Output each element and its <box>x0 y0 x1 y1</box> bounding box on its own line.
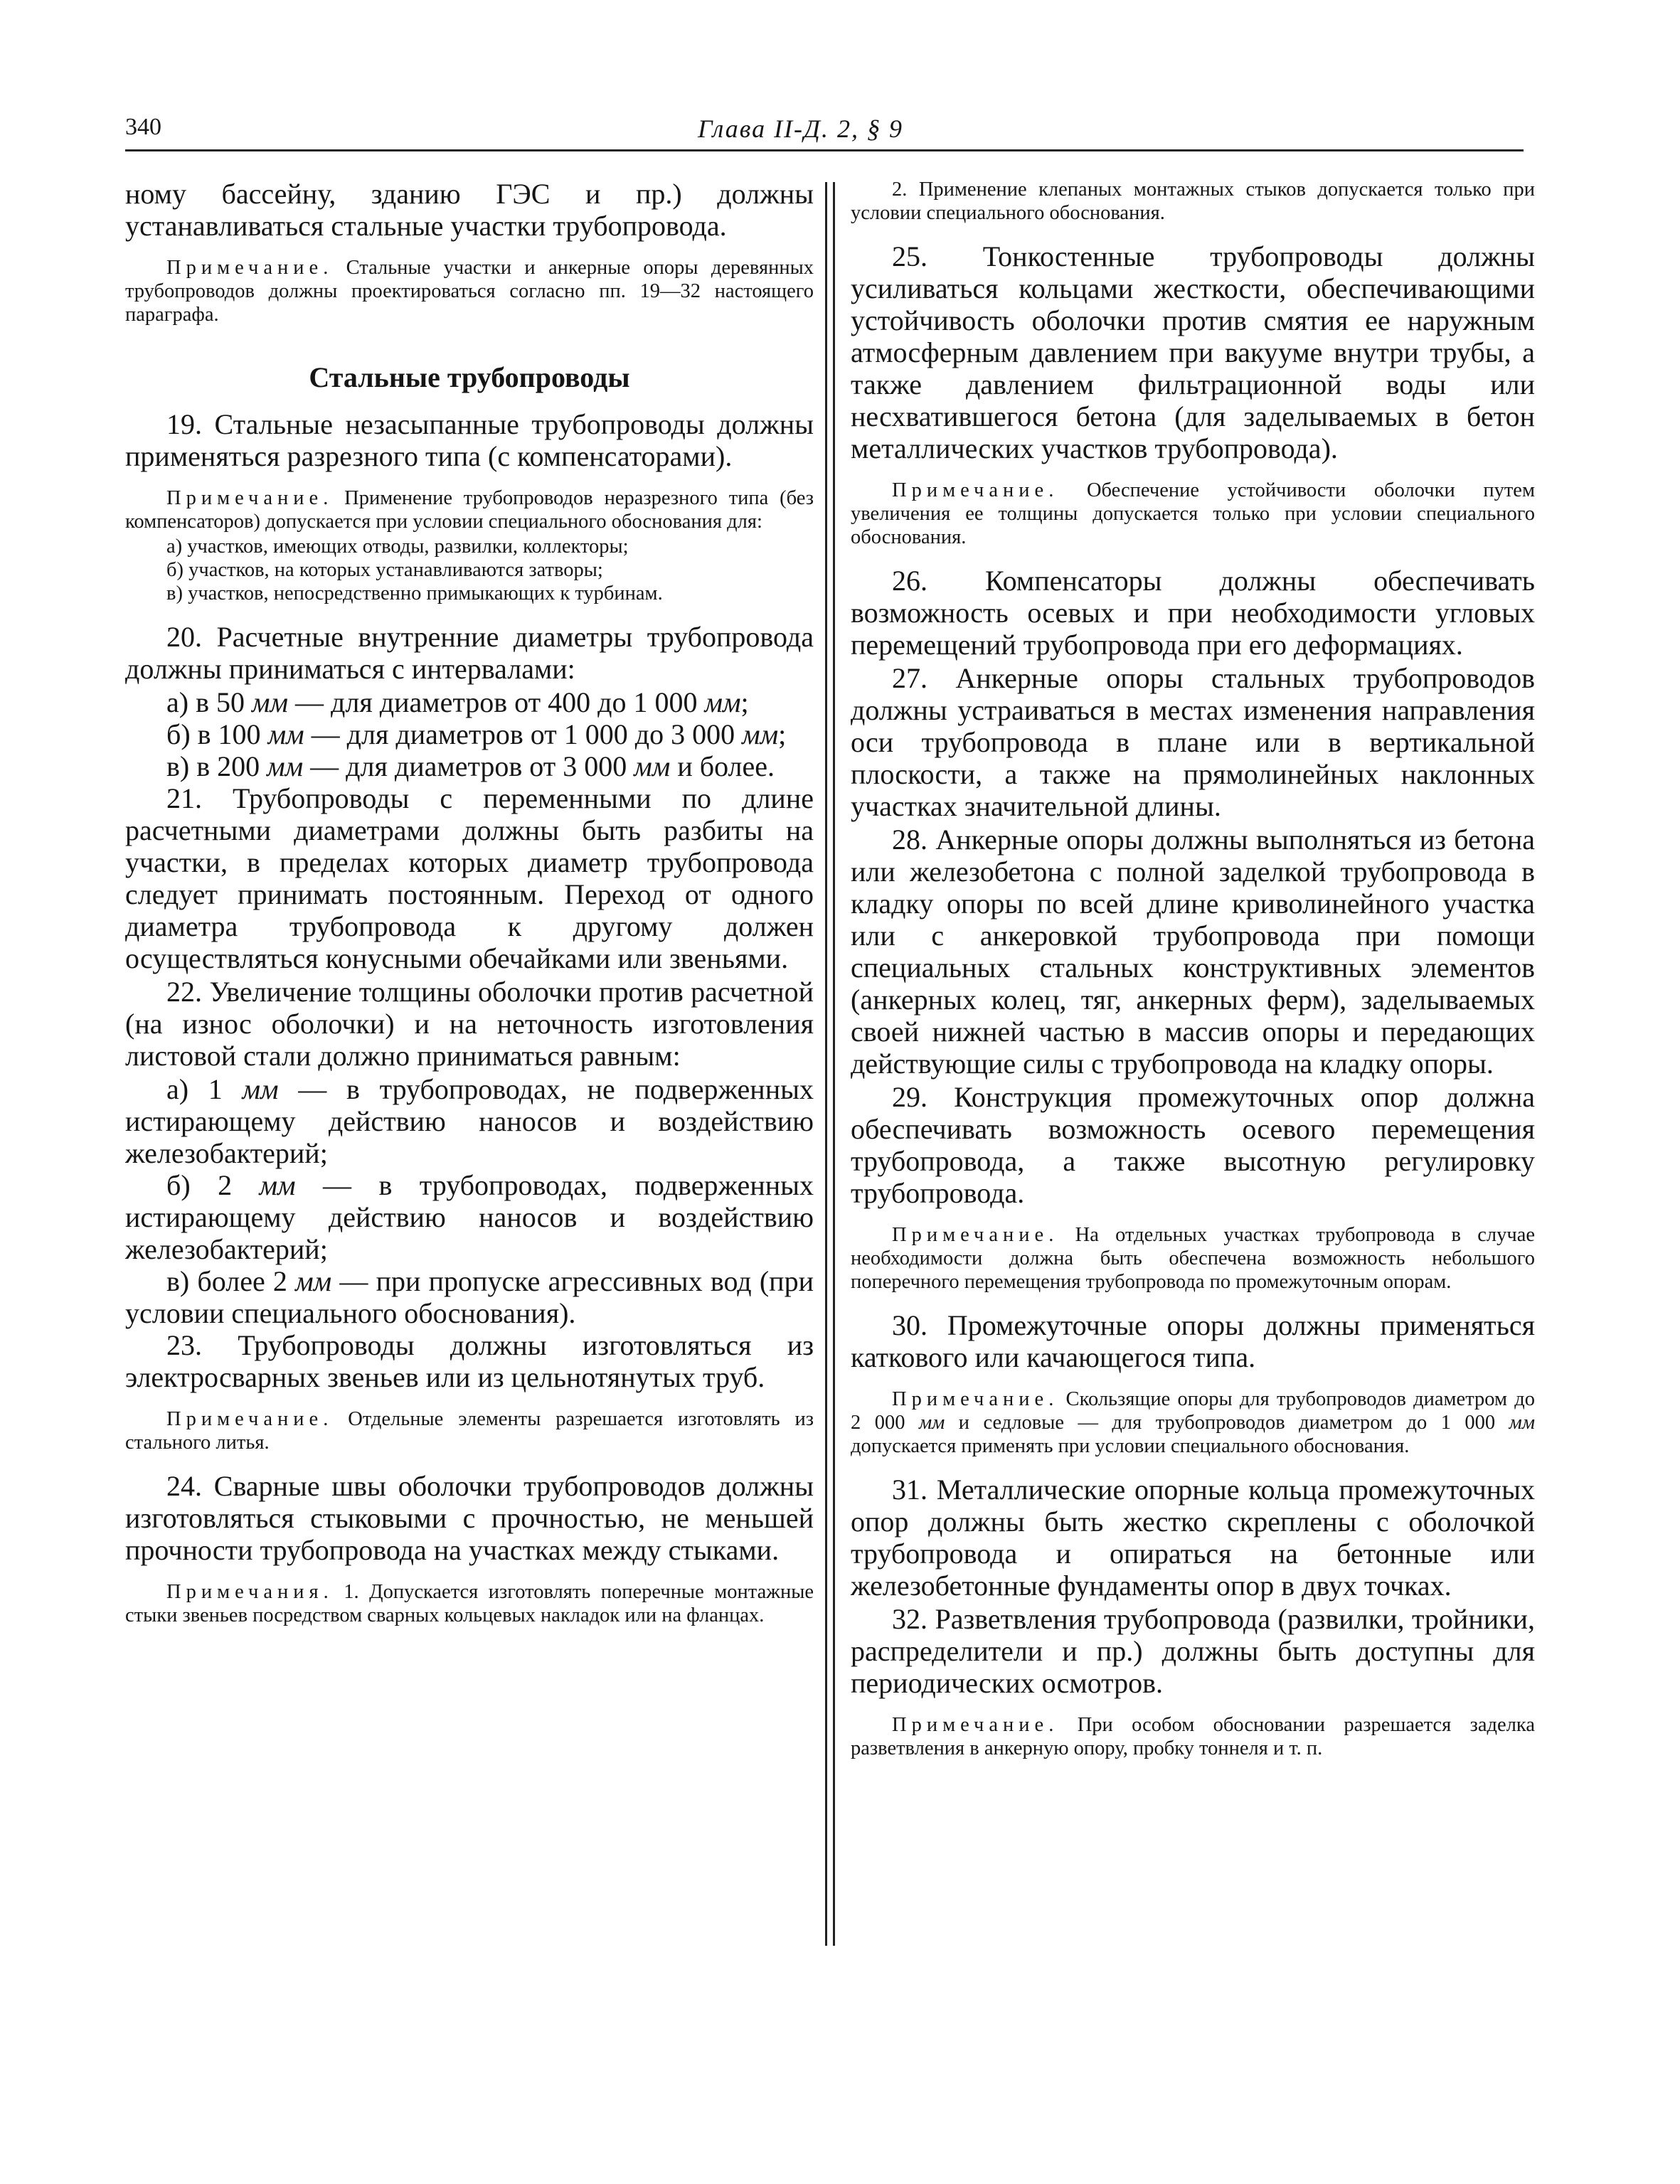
note <box>125 486 814 533</box>
column-divider <box>833 182 835 1946</box>
unit: мм <box>267 718 304 750</box>
unit: мм <box>251 686 289 718</box>
note-label: Примечание. <box>892 1714 1059 1736</box>
column-divider <box>825 182 827 1946</box>
clause-22: 22. Увеличение толщины оболочки против расчетной (на износ оболочки) и на неточность изготовления листовой стали должно приниматься равным: <box>125 976 814 1072</box>
note <box>125 1580 814 1627</box>
text: — для диаметров от 3 000 <box>303 750 634 782</box>
unit: мм <box>267 750 304 782</box>
clause-23: 23. Трубопроводы должны изготовляться из электросварных звеньев или из цельнотянутых труб. <box>125 1329 814 1393</box>
unit: мм <box>704 686 741 718</box>
page-header <box>125 114 1524 149</box>
note <box>851 1223 1535 1294</box>
clause-22-item-b <box>125 1169 814 1265</box>
paragraph-continuation: ному бассейну, зданию ГЭС и пр.) должны устанавливаться стальные участки трубопровода. <box>125 178 814 242</box>
note <box>851 479 1535 549</box>
clause-20-item-a <box>125 686 814 718</box>
clause-20-item-c <box>125 750 814 782</box>
text: ; <box>740 686 749 718</box>
clause-26: 26. Компенсаторы должны обеспечивать возможность осевых и при необходимости угловых перемещений трубопровода при его деформациях. <box>851 565 1535 661</box>
note-continuation: 2. Применение клепаных монтажных стыков допускается только при условии специального обоснования. <box>851 179 1535 224</box>
clause-21: 21. Трубопроводы с переменными по длине расчетными диаметрами должны быть разбиты на участки, в пределах которых диаметр трубопровода следует принимать постоянным. Переход от одного диаметра трубопровода к другому должен осуществляться конусными обечайками или звеньями. <box>125 782 814 974</box>
note-text: На отдельных участках трубопровода в случае необходимости должна быть обеспечена возможность небольшого поперечного перемещения трубопровода по промежуточным опорам. <box>851 1224 1535 1293</box>
unit: мм <box>634 750 671 782</box>
clause-25: 25. Тонкостенные трубопроводы должны усиливаться кольцами жесткости, обеспечивающими устойчивость оболочки против смятия ее наружным атмосферным давлением при вакууме внутри трубы, а также давлением фильтрационной воды или несхватившегося бетона (для заделываемых в бетон металлических участков трубопровода). <box>851 240 1535 464</box>
note-label: Примечание. <box>166 487 334 509</box>
clause-30: 30. Промежуточные опоры должны применяться каткового или качающегося типа. <box>851 1309 1535 1373</box>
text: б) в 100 <box>166 718 268 750</box>
note-text: При особом обосновании разрешается заделка разветвления в анкерную опору, пробку тоннеля и т. п. <box>851 1714 1535 1759</box>
note-list-item: в) участков, непосредственно примыкающих к турбинам. <box>166 582 663 604</box>
note-text: Обеспечение устойчивости оболочки путем увеличения ее толщины допускается только при условии специального обоснования. <box>851 479 1535 548</box>
unit: мм <box>1509 1412 1536 1434</box>
text: б) 2 <box>166 1169 260 1201</box>
text: в) более 2 <box>166 1265 296 1297</box>
running-head: Глава II-Д. 2, § 9 <box>698 114 903 143</box>
text: — при пропуске агрессивных вод (при условии специального обоснования). <box>125 1265 814 1329</box>
clause-31: 31. Металлические опорные кольца промежуточных опор должны быть жестко скреплены с оболочкой трубопровода и опираться на бетонные или железобетонные фундаменты опор в двух точках. <box>851 1474 1535 1602</box>
note-text: Скользящие опоры для трубопроводов диаметром до 2 000 <box>851 1388 1535 1434</box>
text: в) в 200 <box>166 750 267 782</box>
text: — в трубопроводах, подверженных истирающему действию наносов и воздействию железобактерий; <box>125 1169 814 1265</box>
clause-32: 32. Разветвления трубопровода (развилки, тройники, распределители и пр.) должны быть доступны для периодических осмотров. <box>851 1603 1535 1699</box>
text: а) в 50 <box>166 686 252 718</box>
text: — для диаметров от 400 до 1 000 <box>288 686 705 718</box>
clause-27: 27. Анкерные опоры стальных трубопроводов должны устраиваться в местах изменения направления оси трубопровода в плане или в вертикальной плоскости, а также на прямолинейных наклонных участках значительной длины. <box>851 662 1535 822</box>
note <box>125 1407 814 1454</box>
text: ; <box>778 718 787 750</box>
note-label: Примечание. <box>166 1408 334 1430</box>
note-list-item: б) участков, на которых устанавливаются затворы; <box>166 559 603 581</box>
note-label: Примечание. <box>892 1388 1059 1410</box>
clause-22-item-c <box>125 1265 814 1329</box>
text: а) 1 <box>166 1073 243 1105</box>
unit: мм <box>918 1412 945 1434</box>
note-text: Стальные участки и анкерные опоры деревянных трубопроводов должны проектироваться согласно пп. 19—32 настоящего параграфа. <box>125 257 814 326</box>
note-label: Примечание. <box>892 1224 1059 1246</box>
note <box>851 1387 1535 1458</box>
clause-20: 20. Расчетные внутренние диаметры трубопровода должны приниматься с интервалами: <box>125 621 814 685</box>
clause-24: 24. Сварные швы оболочки трубопроводов должны изготовляться стыковыми с прочностью, не меньшей прочности трубопровода на участках между стыками. <box>125 1470 814 1566</box>
note-text: 1. Допускается изготовлять поперечные монтажные стыки звеньев посредством сварных кольцевых накладок или на фланцах. <box>125 1581 814 1626</box>
clause-22-item-a <box>125 1073 814 1169</box>
right-column <box>851 178 1535 1776</box>
header-rule <box>125 149 1524 151</box>
unit: мм <box>242 1073 279 1105</box>
text: и более. <box>670 750 775 782</box>
text: — в трубопроводах, не подверженных истирающему действию наносов и воздействию железобактерий; <box>125 1073 814 1169</box>
clause-19: 19. Стальные незасыпанные трубопроводы должны применяться разрезного типа (с компенсаторами). <box>125 408 814 472</box>
clause-28: 28. Анкерные опоры должны выполняться из бетона или железобетона с полной заделкой трубопровода в кладку опоры по всей длине криволинейного участка или с анкеровкой трубопровода при помощи специальных стальных конструктивных элементов (анкерных колец, тяг, анкерных ферм), заделываемых своей нижней частью в массив опоры и передающих действующие силы с трубопровода на кладку опоры. <box>851 824 1535 1080</box>
text: — для диаметров от 1 000 до 3 000 <box>304 718 743 750</box>
note-label: Примечание. <box>166 257 334 279</box>
unit: мм <box>259 1169 296 1201</box>
note-label: Примечания. <box>166 1581 334 1603</box>
note-text: Применение трубопроводов неразрезного типа (без компенсаторов) допускается при условии специального обоснования для: <box>125 487 814 533</box>
note <box>851 1713 1535 1760</box>
unit: мм <box>295 1265 332 1297</box>
clause-20-item-b <box>125 718 814 750</box>
page-number: 340 <box>125 114 161 140</box>
note-label: Примечание. <box>892 479 1059 501</box>
note-list-item: а) участков, имеющих отводы, развилки, коллекторы; <box>166 536 629 558</box>
left-column <box>125 178 814 1643</box>
note-text: допускается применять при условии специального обоснования. <box>851 1435 1410 1457</box>
section-heading: Стальные трубопроводы <box>309 361 630 393</box>
unit: мм <box>742 718 779 750</box>
clause-29: 29. Конструкция промежуточных опор должна обеспечивать возможность осевого перемещения трубопровода, а также высотную регулировку трубопровода. <box>851 1081 1535 1209</box>
note-list <box>125 535 814 605</box>
note-text: и седловые — для трубопроводов диаметром до 1 000 <box>945 1412 1509 1434</box>
note-text: Отдельные элементы разрешается изготовлять из стального литья. <box>125 1408 814 1454</box>
note <box>125 256 814 326</box>
